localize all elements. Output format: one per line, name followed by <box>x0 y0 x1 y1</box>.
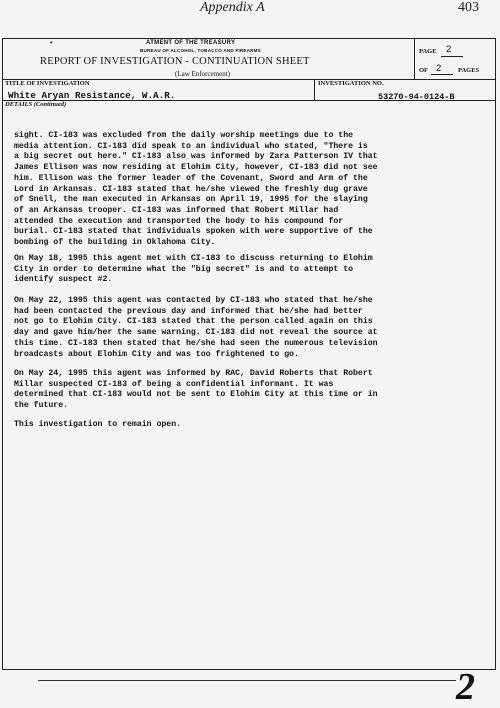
page-value: 2 <box>446 44 452 55</box>
pages-label: PAGES <box>458 67 480 74</box>
investigation-no-value: 53270-94-0124-B <box>378 92 455 102</box>
paragraph-4 <box>14 369 489 412</box>
page-box-divider <box>414 39 415 79</box>
paragraph-line: this time. CI-183 then stated that he/she had seen the numerous television <box>14 338 378 348</box>
appendix-label: Appendix A <box>200 0 265 15</box>
bureau-name: BUREAU OF ALCOHOL, TOBACCO AND FIREARMS <box>140 48 261 53</box>
paragraph-line: Millar suspected CI-183 of being a confidential informant. It was <box>14 379 334 389</box>
of-pages-value: 2 <box>436 63 442 74</box>
paragraph-line: day and gave him/her the same warning. CI-183 did not reveal the source at <box>14 328 378 338</box>
paragraph-line: the future. <box>14 401 69 411</box>
paragraph-line: identify suspect #2. <box>14 275 113 285</box>
page-underline <box>441 56 463 57</box>
paragraph-line: broadcasts about Elohim City and was too frightened to go. <box>14 349 299 359</box>
paragraph-line: him. Ellison was the former leader of the Covenant, Sword and Arm of the <box>14 173 368 183</box>
paragraph-line: This investigation to remain open. <box>14 420 182 429</box>
paragraph-line: media attention. CI-183 did speak to an individual who stated, "There is <box>14 141 368 151</box>
paragraph-line: bombing of the building in Oklahoma City. <box>14 238 216 248</box>
paragraph-line: James Ellison was now residing at Elohim City, however, CI-183 did not see <box>14 163 378 173</box>
of-pages-underline <box>431 74 453 75</box>
of-label: OF <box>419 67 429 74</box>
paragraph-line: Lord in Arkansas. CI-183 stated that he/she viewed the freshly dug grave <box>14 184 368 194</box>
footer-rule <box>38 680 456 681</box>
paragraph-1 <box>14 131 489 249</box>
form-mark: • <box>50 40 53 47</box>
paragraph-line: of an Arkansas trooper. CI-183 was informed that Robert Millar had <box>14 205 339 215</box>
paragraph-line: a big secret out here." CI-183 also was informed by Zara Patterson IV that <box>14 152 378 162</box>
paragraph-line: sight. CI-183 was excluded from the daily worship meetings due to the <box>14 131 354 140</box>
paragraph-line: attended the execution and transported the body to his compound for <box>14 216 344 226</box>
paragraph-line: determined that CI-183 would not be sent to Elohim City at this time or in <box>14 390 378 400</box>
report-title: REPORT OF INVESTIGATION - CONTINUATION SHEET <box>40 56 310 67</box>
paragraph-3 <box>14 296 489 360</box>
title-of-investigation-label: TITLE OF INVESTIGATION <box>5 80 90 87</box>
paragraph-line: City in order to determine what the "big secret" is and to attempt to <box>14 264 354 274</box>
paragraph-line: of Snell, the man executed in Arkansas on April 19, 1995 for the slaying <box>14 195 368 205</box>
paragraph-line: burial. CI-183 stated that individuals spoken with were supportive of the <box>14 227 373 237</box>
report-subtitle: (Law Enforcement) <box>175 70 230 78</box>
agency-name: ATMENT OF THE TREASURY <box>146 40 236 46</box>
paragraph-line: On May 18, 1995 this agent met with CI-183 to discuss returning to Elohim <box>14 254 373 263</box>
book-page-number: 403 <box>458 0 479 15</box>
handwritten-page-mark: 2 <box>456 666 475 708</box>
title-of-investigation-value: White Aryan Resistance, W.A.R. <box>8 90 176 101</box>
investigation-no-label: INVESTIGATION NO. <box>318 80 384 87</box>
paragraph-line: not go to Elohim City. CI-183 stated that the person called again on this <box>14 317 373 327</box>
paragraph-2 <box>14 254 489 286</box>
paragraph-line: had been contacted the previous day and informed that he/she had better <box>14 306 363 316</box>
investigation-no-divider <box>314 79 315 100</box>
page-label: PAGE <box>419 48 437 55</box>
paragraph-5 <box>14 420 489 431</box>
paragraph-line: On May 24, 1995 this agent was informed by RAC, David Roberts that Robert <box>14 369 373 378</box>
paragraph-line: On May 22, 1995 this agent was contacted by CI-183 who stated that he/she <box>14 296 373 305</box>
details-label: DETAILS (Continued) <box>5 101 67 108</box>
